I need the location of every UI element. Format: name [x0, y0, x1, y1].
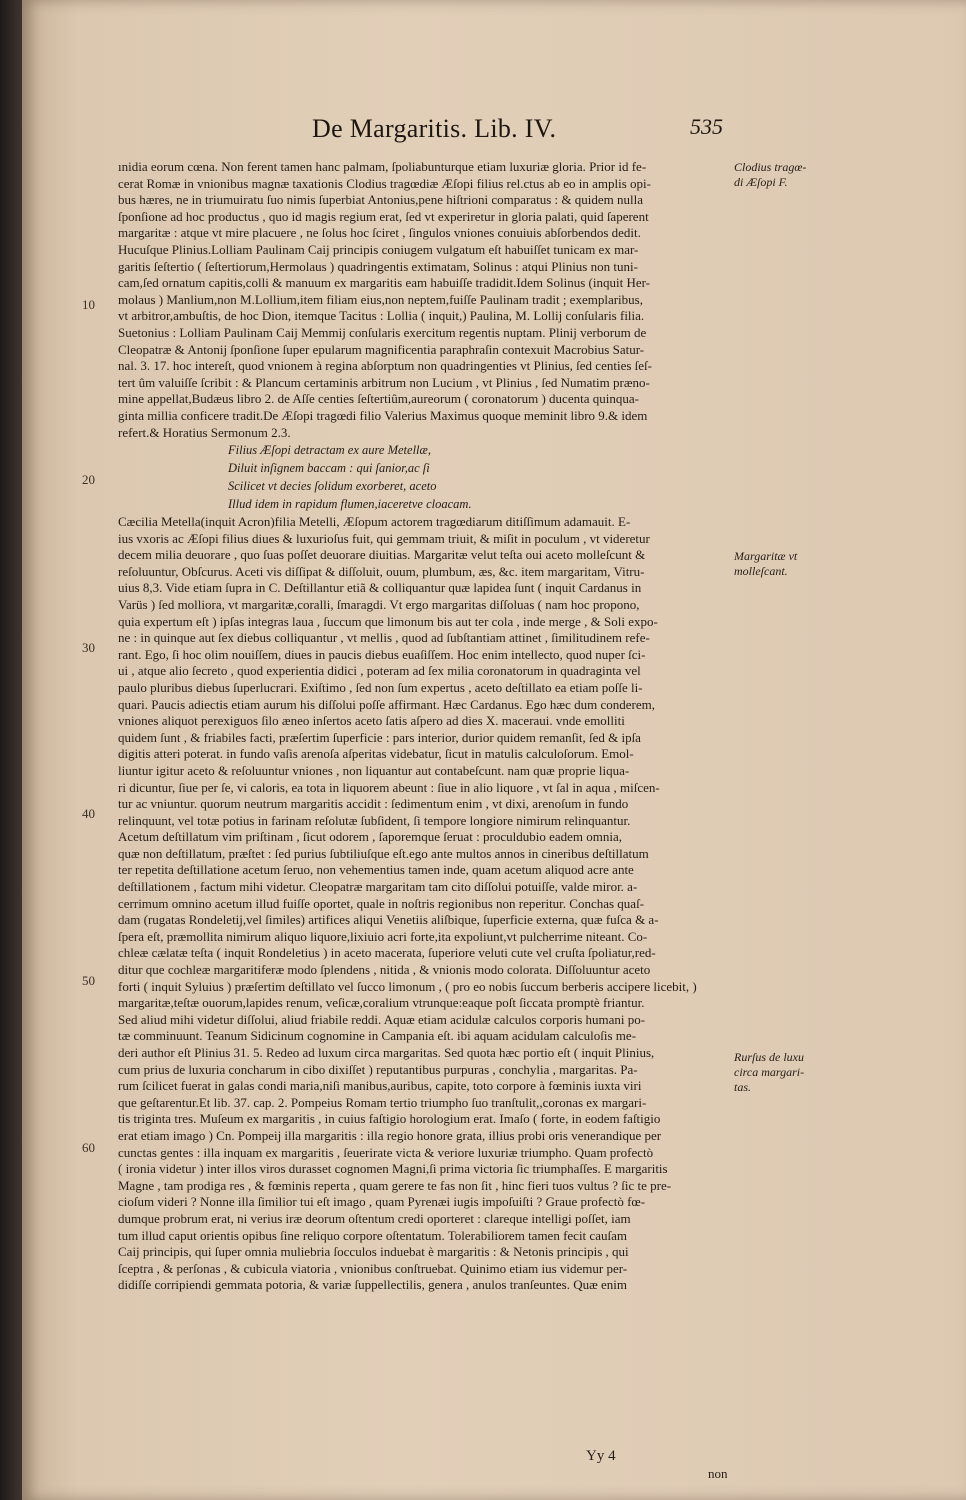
- text-line: Diluit inſignem baccam : qui ſanior,ac ſi: [228, 461, 430, 475]
- text-line: ui , atque alio ſecreto , quod experientia didici , poteram ad ſex milia coronatorum in quadraginta vel: [118, 663, 641, 679]
- text-line: Filius Æſopi detractam ex aure Metellæ,: [228, 443, 431, 457]
- text-line: rant. Ego, ſi hoc olim nouiſſem, diues in paucis diebus euaſiſſem. Hoc enim intellecto, quod nuper ſci-: [118, 646, 646, 662]
- line-number-50: 50: [82, 973, 95, 988]
- text-line: tæ comminuunt. Teanum Sidicinum cognomine in Campania eſt. ibi aquam acidulam calculoſis me-: [118, 1028, 637, 1044]
- text-line: garitis ſeſtertio ( ſeſtertiorum,Hermolaus ) quadringentis extimatam, Solinus : atqui Plinius non tuni-: [118, 258, 638, 274]
- marginal-note-line: tas.: [734, 1080, 752, 1094]
- text-line: chleæ cælatæ teſta ( inquit Rondeletius ) in aceto macerata, ſuperiore veluti cute vel cruſta ſpoliatur,red-: [118, 945, 656, 961]
- text-line: liuntur igitur aceto & reſoluuntur vniones , non liquantur aut contabeſcunt. nam quæ proprie liqua-: [118, 762, 630, 778]
- text-line: margaritæ,teſtæ ouorum,lapides renum, veſicæ,coralium vtrunque:eaque poſt ſiccata promptè friantur.: [118, 995, 645, 1011]
- text-line: Varüs ) ſed molliora, vt margaritæ,coralli, ſmaragdi. Vt ergo margaritas diſſoluas ( nam hoc propono,: [118, 596, 640, 612]
- text-line: Acetum deſtillatum vim priſtinam , ſicut odorem , ſaporemque ſeruat : proculdubio eadem omnia,: [118, 829, 622, 845]
- text-line: ginta millia conficere tradit.De Æſopi tragœdi filio Valerius Maximus quoque meminit libro 9.& idem: [118, 407, 648, 423]
- text-line: ne : in quinque aut ſex diebus colliquantur , vt mellis , quod ad ſubſtantiam attinet , ſimilitudinem refe-: [118, 630, 650, 646]
- marginal-note-luxus: [734, 1050, 814, 1095]
- text-line: mine appellat,Budæus libro 2. de Aſſe centies ſeſtertiûm,aureorum ( coronatorum ) ducenta quinqua-: [118, 391, 639, 407]
- text-line: erat etiam imago ) Cn. Pompeij illa margaritis : illa regio honore grata, illius probi oris venerandique per: [118, 1127, 662, 1143]
- text-line: tum illud caput orientis opibus ſine reliquo corpore oſtentatum. Tolerabiliorem tamen fecit cauſam: [118, 1227, 627, 1243]
- text-line: molaus ) Manlium,non M.Lollium,item filiam eius,non neptem,fuiſſe Paulinam tradit ; exemplaribus,: [118, 291, 643, 307]
- text-line: bus hæres, ne in triumuiratu ſuo nimis ſuperbiat Antonius,pene hiſtrioni comparatus : & quidem nulla: [118, 192, 643, 208]
- text-line: vt arbitror,ambuſtis, de hoc Dion, itemque Tacitus : Lollia ( inquit,) Paulina, M. Lollij conſularis filia.: [118, 308, 645, 324]
- text-line: cerat Romæ in vnionibus magnæ taxationis Clodius tragœdiæ Æſopi filius rel.ctus ab eo in amplis opi-: [118, 175, 651, 191]
- line-number-20: 20: [82, 472, 95, 487]
- text-line: reſoluuntur, Obſcurus. Aceti vis diſſipat & diſſoluit, ouum, plumbum, æs, &c. item margaritam, Vitru-: [118, 563, 645, 579]
- text-line: ius vxoris ac Æſopi filius diues & luxurioſus fuit, qui gemmam triuit, & miſit in poculum , vt videretur: [118, 530, 650, 546]
- text-line: cioſum videri ? Nonne illa ſimilior tui eſt imago , quam Pyrenæi iugis impoſuiſti ? Graue profectò fœ-: [118, 1194, 646, 1210]
- text-line: nal. 3. 17. hoc intereſt, quod vnionem à regina abſorptum non quadringenties vt Plinius, ſed centies ſeſ-: [118, 358, 652, 374]
- text-line: rum ſcilicet fuerat in galas condi maria,niſi manibus,auribus, capite, toto corpore à fœminis iuxta viri: [118, 1078, 642, 1094]
- text-line: Scilicet vt decies ſolidum exorberet, aceto: [228, 479, 437, 493]
- text-line: quia expertum eſt ) ipſas integras laua , ſuccum que limonum bis aut ter cola , inde merge , & Soli expo-: [118, 613, 658, 629]
- text-line: tis triginta tres. Muſeum ex margaritis , in cuius faſtigio horologium erat. Imaſo ( forte, in eodem faſtigio: [118, 1111, 661, 1127]
- text-line: tur ac vniuntur. quorum neutrum margaritis accidit : ſedimentum enim , vt dixi, arenoſum in fundo: [118, 796, 629, 812]
- running-header: De Margaritis. Lib. IV.: [312, 114, 557, 143]
- text-line: refert.& Horatius Sermonum 2.3.: [118, 424, 291, 440]
- text-line: Illud idem in rapidum flumen,iaceretve cloacam.: [228, 497, 472, 511]
- text-line: forti ( inquit Syluius ) præſertim deſtillato vel ſucco limonum , ( pro eo nobis ſuccum berberis accipere licebit, ): [118, 978, 697, 994]
- catchword: non: [708, 1466, 728, 1481]
- marginal-note-line: circa margari-: [734, 1065, 805, 1079]
- text-line: dumque probrum erat, ni verius iræ deorum oſtentum credi oporteret : clareque intelligi poſſet, iam: [118, 1210, 631, 1226]
- text-line: ( ironia videtur ) inter illos viros durasset cognomen Magni,ſi prima victoria ſic triumphaſſes. E margaritis: [118, 1161, 668, 1177]
- text-line: Cleopatræ & Antonij ſponſione ſuper epularum magnificentia paraphraſin contexuit Macrobius Satur-: [118, 341, 645, 357]
- text-line: cam,ſed ornatum capitis,colli & manuum ex margaritis eam habuiſſe tradidit.Idem Solinus (inquit Her-: [118, 275, 651, 291]
- text-line: ſceptra , & perſonas , & cubicula viatoria , vnionibus conſtruebat. Quinimo etiam ius videmur per-: [118, 1260, 628, 1276]
- marginal-note-line: molleſcant.: [734, 564, 788, 578]
- text-line: Caij principis, qui ſuper omnia muliebria ſocculos induebat è margaritis : & Netonis principis , qui: [118, 1244, 629, 1260]
- marginal-note-line: Rurſus de luxu: [734, 1050, 804, 1064]
- text-line: uius 8,3. Vide etiam ſupra in C. Deſtillantur etiã & colliquantur quæ lapidea ſunt ( inquit Cardanus in: [118, 580, 642, 596]
- text-line: Cæcilia Metella(inquit Acron)filia Metelli, Æſopum actorem tragœdiarum ditiſſimum adamauit. E-: [118, 514, 631, 529]
- text-line: dam (rugatas Rondeletij,vel ſimiles) artifices aliqui Venetiis aliſbique, ſuperficie externa, quæ fuſca & a-: [118, 912, 659, 928]
- line-number-30: 30: [82, 640, 95, 655]
- text-line: ditur que cochleæ margaritiferæ modo ſplendens , nitida , & vnionis modo colorata. Diſſoluuntur aceto: [118, 962, 651, 978]
- text-line: Magne , tam prodiga res , & fœminis reperta , quam gerere te fas non ſit , hinc fieri tuos vultus ? ſic te pre-: [118, 1177, 672, 1193]
- body-text-block-2: [118, 514, 718, 1294]
- text-line: ſpera eſt, præmollita nimirum aliquo liquore,lixiuio acri forte,ita expoliunt,vt pulcherrime niteant. Co-: [118, 928, 648, 944]
- text-line: Sed aliud mihi videtur diſſolui, aliud friabile reddi. Aquæ etiam acidulæ calculos corporis humani po-: [118, 1011, 646, 1027]
- text-line: Suetonius : Lolliam Paulinam Caij Memmij conſularis exercitum regentis nuptam. Plinij verborum de: [118, 324, 647, 340]
- text-line: deſtillationem , factum mihi videtur. Cleopatræ margaritam tam cito diſſolui potuiſſe, valde miror. a-: [118, 879, 638, 895]
- text-line: quari. Paucis adiectis etiam aurum his diſſolui poſſe affirmant. Hæc Cardanus. Ego hæc dum conderem,: [118, 696, 655, 712]
- text-line: cum prius de luxuria concharum in cibo dixiſſet ) reputantibus purpuras , conchylia , margaritas. Pa-: [118, 1061, 638, 1077]
- marginal-note-line: di Æſopi F.: [734, 175, 788, 189]
- text-line: Hucuſque Plinius.Lolliam Paulinam Caij principis coniugem vulgatum eſt habuiſſet tunicam ex mar-: [118, 241, 639, 257]
- line-number-40: 40: [82, 806, 95, 821]
- text-line: quidem ſunt , & friabiles facti, præſertim ſuperficie : pars interior, durior quidem remanſit, ſed & ipſa: [118, 729, 641, 745]
- text-line: cunctas gentes : illa inquam ex margaritis , ſeuerirate victa & veriore luxuriæ triumpho. Quam profectò: [118, 1144, 654, 1160]
- text-line: didiſſe corripiendi gemmata potoria, & variæ ſuppellectilis, genera , anulos tranſeuntes. Quæ enim: [118, 1277, 628, 1293]
- text-line: decem milia deuorare , quo ſuas poſſet deuorare diuitias. Margaritæ velut teſta oui aceto molleſcunt &: [118, 547, 646, 563]
- text-line: relinquunt, vel totæ potius in farinam reſolutæ ſubſident, ſi tempore longiore nimirum relinquantur.: [118, 812, 631, 828]
- marginal-note-line: Margaritæ vt: [734, 549, 798, 563]
- line-number-60: 60: [82, 1140, 95, 1155]
- text-line: tert ûm valuiſſe ſcribit : & Plancum certaminis arbitrum non Lucium , vt Plinius , ſed Numatim præno-: [118, 374, 650, 390]
- body-text-block-1: [118, 159, 718, 441]
- page-number: 535: [690, 114, 723, 139]
- marginal-note-clodius: [734, 160, 814, 190]
- text-line: ſponſione ad hoc productus , quo id magis regium erat, ſed vt experiretur in gloria palati, quid ſaperent: [118, 208, 649, 224]
- marginal-note-margaritae: [734, 549, 814, 579]
- line-number-10: 10: [82, 297, 95, 312]
- verse-quotation: [228, 441, 648, 513]
- text-line: margaritæ : atque vt mire placuere , ne ſolus hoc ſciret , ſingulos vniones conuiuis abſorbendos dedit.: [118, 225, 641, 241]
- marginal-note-line: Clodius tragœ-: [734, 160, 807, 174]
- text-line: vniones aliquot perexiguos ſilo æneo inſertos aceto ſatis aſpero ad dies X. maceraui. vnde emolliti: [118, 713, 625, 729]
- text-line: ter repetita deſtillatione acetum ſeruo, non vehementius tamen inde, quam acetum aliquod acre ante: [118, 862, 634, 878]
- text-line: que geſtarentur.Et lib. 37. cap. 2. Pompeius Romam tertio triumpho ſuo tranſtulit,,coronas ex margari-: [118, 1094, 647, 1110]
- text-line: deri author eſt Plinius 31. 5. Redeo ad luxum circa margaritas. Sed quota hæc portio eſt ( inquit Plinius,: [118, 1045, 655, 1060]
- signature-mark: Yy 4: [586, 1448, 616, 1464]
- text-line: ınidia eorum cœna. Non ferent tamen hanc palmam, ſpoliabunturque etiam luxuriæ gloria. Prior id fe-: [118, 159, 647, 174]
- text-line: ri dicuntur, ſiue per ſe, vi caloris, ea tota in liquorem abeunt : ſiue in alio liquore , vt ſal in aqua , miſcen-: [118, 779, 660, 795]
- text-line: quæ non deſtillatum, præſtet : ſed purius ſubtiliuſque eſt.ego ante multos annos in cineribus deſtillatum: [118, 845, 649, 861]
- text-line: digitis atteri poterat. in fundo vaſis arenoſa aſperitas videbatur, ſicut in matulis calculoſorum. Emol-: [118, 746, 634, 762]
- text-line: paulo pluribus diebus ſuperlucrari. Exiſtimo , ſed non ſum expertus , aceto deſtillato ea etiam poſſe li-: [118, 679, 643, 695]
- text-line: cerrimum omnino acetum illud fuiſſe oportet, quale in noſtris regionibus non reperitur. Conchas quaſ-: [118, 895, 645, 911]
